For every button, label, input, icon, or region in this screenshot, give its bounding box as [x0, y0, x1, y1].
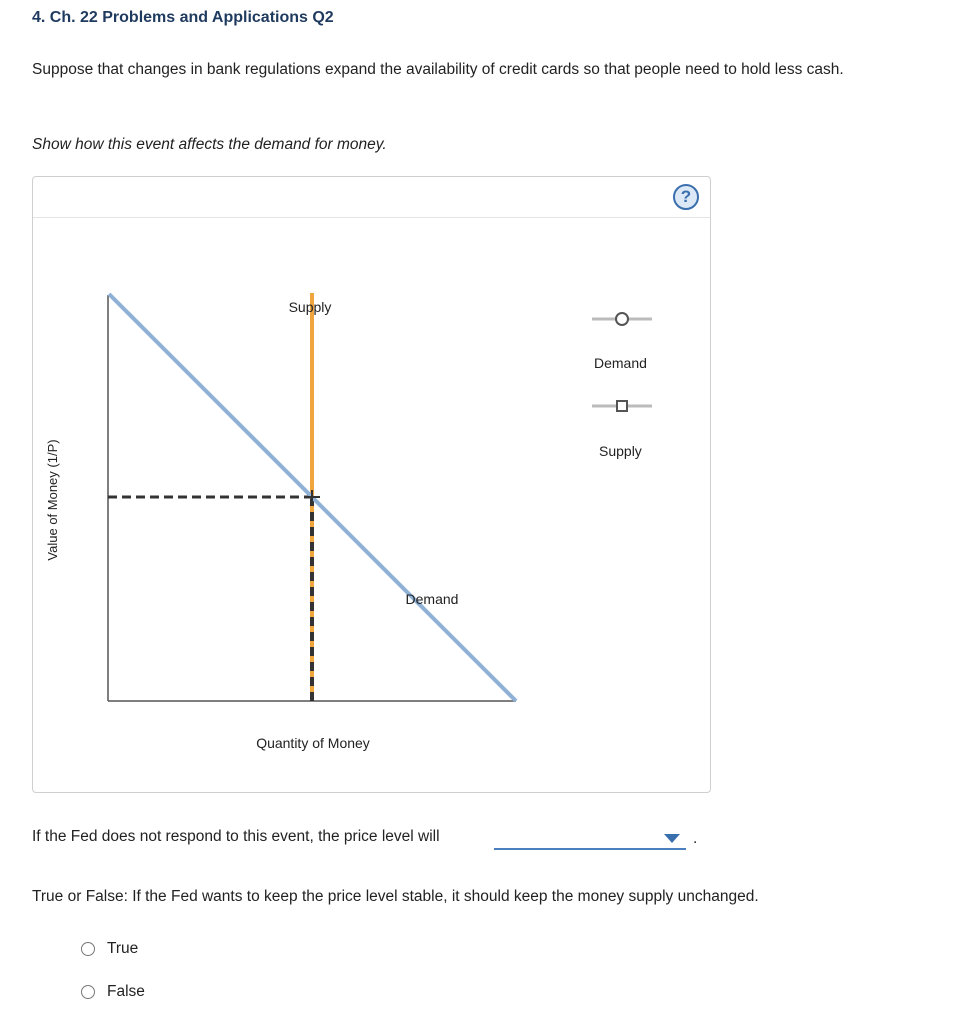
help-button[interactable]: ?	[673, 184, 699, 210]
price-level-dropdown[interactable]	[494, 826, 686, 850]
legend-supply-tool[interactable]	[592, 401, 652, 411]
money-market-graph	[33, 177, 710, 792]
radio-option-true[interactable]	[81, 939, 138, 959]
graph-panel	[32, 176, 711, 793]
x-axis-label: Quantity of Money	[256, 735, 370, 751]
sentence-period: .	[693, 830, 698, 847]
supply-curve-label: Supply	[288, 299, 332, 315]
question-prompt: Suppose that changes in bank regulations expand the availability of credit cards so that people need to hold less cash.	[32, 61, 844, 78]
circle-icon	[616, 313, 628, 325]
legend-demand-tool[interactable]	[592, 313, 652, 325]
demand-curve-label: Demand	[405, 591, 459, 607]
radio-label-true: True	[107, 940, 139, 957]
radio-button[interactable]	[81, 985, 95, 999]
legend-supply-label: Supply	[599, 443, 642, 459]
square-icon	[617, 401, 627, 411]
y-axis-label: Value of Money (1/P)	[45, 439, 60, 561]
fed-question-text: If the Fed does not respond to this event, the price level will	[32, 828, 440, 845]
chevron-down-icon	[664, 834, 680, 843]
true-false-question: True or False: If the Fed wants to keep the price level stable, it should keep the money supply unchanged.	[32, 888, 759, 905]
question-title: 4. Ch. 22 Problems and Applications Q2	[32, 9, 334, 26]
radio-button[interactable]	[81, 942, 95, 956]
graph-instruction: Show how this event affects the demand for money.	[32, 136, 387, 153]
legend-demand-label: Demand	[594, 355, 647, 371]
radio-option-false[interactable]	[81, 982, 145, 1002]
radio-label-false: False	[107, 983, 145, 1000]
